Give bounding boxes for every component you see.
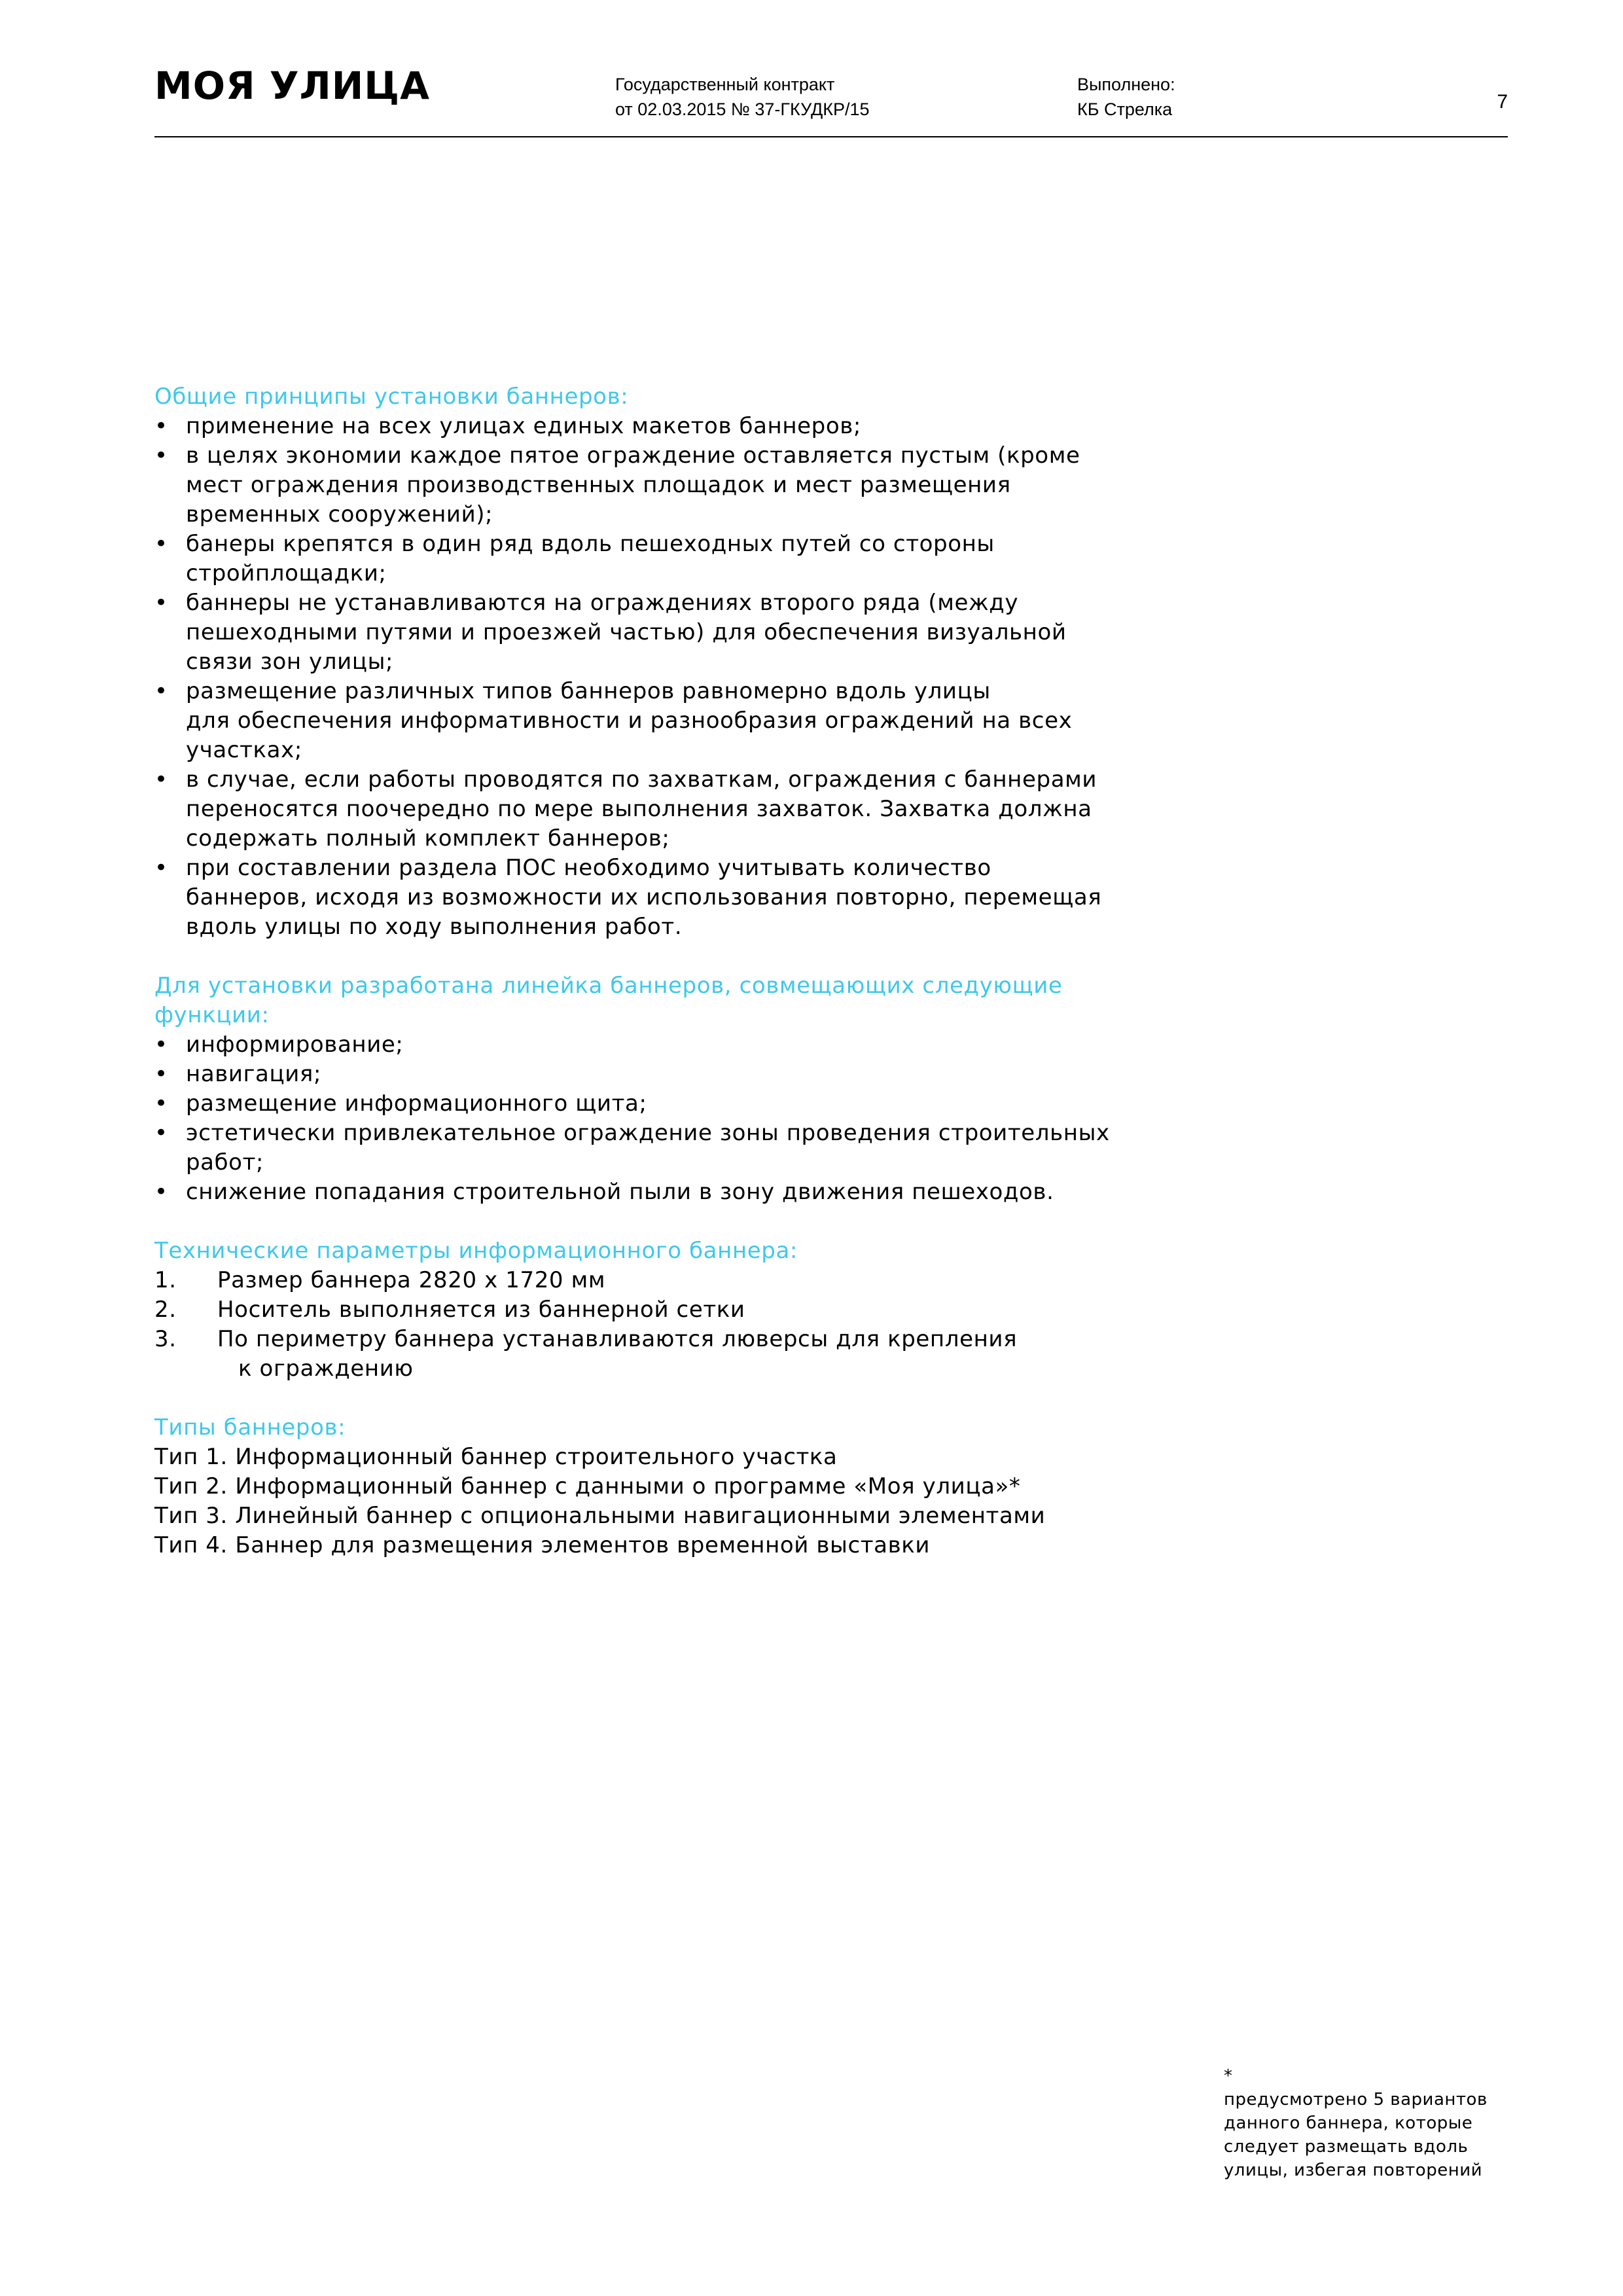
contract-line-1: Государственный контракт bbox=[615, 75, 835, 94]
list-item-line: связи зон улицы; bbox=[186, 649, 394, 675]
banner-type-item: Тип 4. Баннер для размещения элементов временной выставки bbox=[154, 1532, 931, 1558]
list-item-number: 2. bbox=[154, 1297, 177, 1323]
principles-title: Общие принципы установки баннеров: bbox=[154, 384, 629, 410]
list-item-line: • в целях экономии каждое пятое ограждение оставляется пустым (кроме bbox=[186, 442, 1080, 469]
brand-title: МОЯ УЛИЦА bbox=[154, 63, 431, 108]
principles-section bbox=[154, 382, 1215, 942]
list-item-line: • применение на всех улицах единых макетов баннеров; bbox=[186, 413, 861, 439]
functions-section bbox=[154, 971, 1215, 1207]
list-item bbox=[154, 1266, 1215, 1295]
list-item-line: • информирование; bbox=[186, 1031, 404, 1058]
functions-list bbox=[154, 1030, 1215, 1207]
list-item-line: вдоль улицы по ходу выполнения работ. bbox=[186, 914, 683, 940]
executor-line-2: КБ Стрелка bbox=[1077, 99, 1173, 119]
list-item-line: • навигация; bbox=[186, 1061, 322, 1087]
list-item-line: мест ограждения производственных площадок и мест размещения bbox=[186, 472, 1011, 498]
list-item bbox=[154, 853, 1215, 942]
list-item-line: • при составлении раздела ПОС необходимо учитывать количество bbox=[186, 855, 991, 881]
contract-info bbox=[615, 72, 870, 122]
list-item bbox=[154, 588, 1215, 677]
list-item-number: 1. bbox=[154, 1267, 177, 1293]
list-item bbox=[154, 1030, 1215, 1060]
tech-title: Технические параметры информационного баннера: bbox=[154, 1238, 798, 1264]
list-item-line: к ограждению bbox=[238, 1355, 414, 1382]
contract-line-2: от 02.03.2015 № 37-ГКУДКР/15 bbox=[615, 99, 870, 119]
list-item bbox=[154, 1325, 1215, 1384]
list-item-line: переносятся поочередно по мере выполнения захваток. Захватка должна bbox=[186, 796, 1092, 822]
list-item-line: • в случае, если работы проводятся по захваткам, ограждения с баннерами bbox=[186, 766, 1097, 793]
types-title: Типы баннеров: bbox=[154, 1414, 346, 1441]
types-section bbox=[154, 1413, 1215, 1560]
list-item-line: • баннеры не устанавливаются на ограждениях второго ряда (между bbox=[186, 590, 1019, 616]
footnote-line: следует размещать вдоль bbox=[1224, 2137, 1469, 2157]
list-item bbox=[154, 677, 1215, 765]
tech-list bbox=[154, 1266, 1215, 1384]
list-item bbox=[154, 1060, 1215, 1089]
list-item-line: • размещение информационного щита; bbox=[186, 1090, 647, 1117]
executor-line-1: Выполнено: bbox=[1077, 75, 1175, 94]
list-item bbox=[154, 1177, 1215, 1207]
footnote-line: улицы, избегая повторений bbox=[1224, 2161, 1482, 2180]
principles-list bbox=[154, 412, 1215, 942]
list-item-line: участках; bbox=[186, 737, 302, 763]
banner-type-item: Тип 2. Информационный баннер с данными о программе «Моя улица»* bbox=[154, 1473, 1021, 1499]
list-item bbox=[154, 1119, 1215, 1177]
footnote bbox=[1224, 2064, 1505, 2182]
list-item-line: баннеров, исходя из возможности их использования повторно, перемещая bbox=[186, 884, 1102, 910]
list-item-line: временных сооружений); bbox=[186, 501, 493, 528]
header-divider bbox=[154, 136, 1508, 137]
page-number: 7 bbox=[1497, 91, 1508, 113]
list-item bbox=[154, 1089, 1215, 1119]
list-item-line: По периметру баннера устанавливаются люверсы для крепления bbox=[217, 1326, 1018, 1352]
list-item-line: • банеры крепятся в один ряд вдоль пешеходных путей со стороны bbox=[186, 531, 995, 557]
list-item-line: для обеспечения информативности и разнообразия ограждений на всех bbox=[186, 708, 1073, 734]
banner-type-item: Тип 3. Линейный баннер с опциональными навигационными элементами bbox=[154, 1503, 1046, 1529]
functions-title-line-2: функции: bbox=[154, 1002, 270, 1028]
page-header bbox=[0, 0, 1623, 144]
list-item-line: Носитель выполняется из баннерной сетки bbox=[217, 1297, 745, 1323]
tech-section bbox=[154, 1236, 1215, 1384]
list-item-line: Размер баннера 2820 х 1720 мм bbox=[217, 1267, 606, 1293]
footnote-line: данного баннера, которые bbox=[1224, 2113, 1473, 2133]
functions-title-line-1: Для установки разработана линейка баннеров, совмещающих следующие bbox=[154, 973, 1063, 999]
main-content bbox=[154, 382, 1215, 1590]
list-item bbox=[154, 529, 1215, 588]
functions-title bbox=[154, 971, 1215, 1030]
list-item bbox=[154, 441, 1215, 529]
list-item-line: • эстетически привлекательное ограждение зоны проведения строительных bbox=[186, 1120, 1110, 1146]
footnote-mark: * bbox=[1224, 2066, 1233, 2086]
list-item-line: пешеходными путями и проезжей частью) для обеспечения визуальной bbox=[186, 619, 1067, 645]
executor-info bbox=[1077, 72, 1175, 122]
banner-type-item: Тип 1. Информационный баннер строительного участка bbox=[154, 1444, 838, 1470]
list-item-line: • снижение попадания строительной пыли в зону движения пешеходов. bbox=[186, 1179, 1054, 1205]
footnote-line: предусмотрено 5 вариантов bbox=[1224, 2090, 1488, 2109]
list-item-number: 3. bbox=[154, 1326, 177, 1352]
list-item bbox=[154, 412, 1215, 441]
list-item-line: работ; bbox=[186, 1149, 264, 1175]
list-item-line: • размещение различных типов баннеров равномерно вдоль улицы bbox=[186, 678, 991, 704]
list-item bbox=[154, 765, 1215, 853]
list-item-line: содержать полный комплект баннеров; bbox=[186, 825, 670, 852]
list-item-line: стройплощадки; bbox=[186, 560, 387, 586]
list-item bbox=[154, 1295, 1215, 1325]
